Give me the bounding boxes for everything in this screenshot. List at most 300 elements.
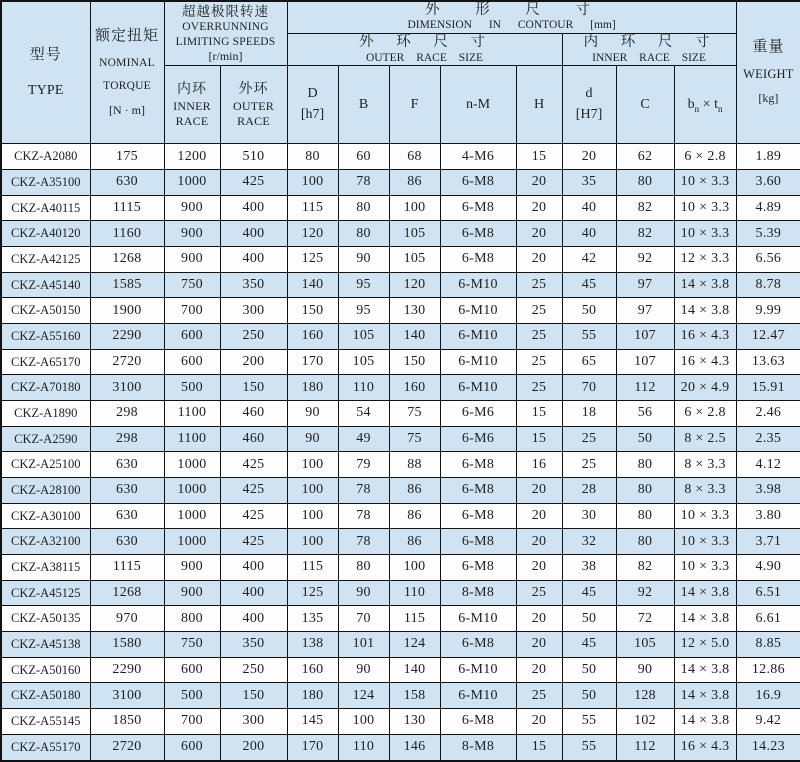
cell-nominal-torque: 630 (90, 529, 164, 555)
cell-weight: 3.98 (736, 478, 800, 504)
cell-dim-F: 124 (389, 632, 440, 658)
header-speeds-en2: LIMITING SPEEDS (175, 35, 276, 48)
cell-dim-H: 20 (516, 709, 562, 735)
cell-dim-bn-tn: 10 × 3.3 (674, 170, 736, 196)
cell-weight: 1.89 (736, 144, 800, 170)
cell-speed-inner-race: 900 (164, 195, 220, 221)
cell-dim-H: 20 (516, 529, 562, 555)
cell-speed-inner-race: 500 (164, 683, 220, 709)
cell-dim-C: 128 (616, 683, 674, 709)
cell-speed-inner-race: 600 (164, 657, 220, 683)
cell-dim-D: 120 (287, 221, 338, 247)
cell-dim-n-M: 6-M8 (440, 503, 516, 529)
cell-dim-d: 25 (562, 452, 616, 478)
cell-weight: 9.42 (736, 709, 800, 735)
header-col-H: H (516, 66, 562, 144)
table-row (1, 349, 800, 375)
cell-dim-F: 158 (389, 683, 440, 709)
cell-dim-C: 102 (616, 709, 674, 735)
cell-dim-D: 180 (287, 683, 338, 709)
table-row (1, 401, 800, 427)
header-col-D-unit: [h7] (300, 107, 325, 123)
cell-dim-F: 100 (389, 195, 440, 221)
cell-speed-outer-race: 200 (220, 349, 287, 375)
cell-dim-B: 110 (338, 375, 389, 401)
cell-nominal-torque: 1160 (90, 221, 164, 247)
cell-dim-B: 79 (338, 452, 389, 478)
cell-dim-n-M: 6-M8 (440, 529, 516, 555)
cell-nominal-torque: 630 (90, 503, 164, 529)
cell-dim-H: 20 (516, 247, 562, 273)
cell-dim-d: 45 (562, 580, 616, 606)
cell-speed-outer-race: 250 (220, 324, 287, 350)
cell-dim-D: 135 (287, 606, 338, 632)
cell-dim-d: 45 (562, 272, 616, 298)
cell-dim-H: 25 (516, 375, 562, 401)
cell-dim-C: 92 (616, 247, 674, 273)
table-row (1, 375, 800, 401)
table-row (1, 478, 800, 504)
cell-dim-n-M: 6-M10 (440, 349, 516, 375)
header-col-F: F (389, 66, 440, 144)
cell-dim-F: 75 (389, 401, 440, 427)
cell-speed-inner-race: 800 (164, 606, 220, 632)
cell-speed-outer-race: 510 (220, 144, 287, 170)
cell-dim-B: 78 (338, 529, 389, 555)
cell-dim-bn-tn: 14 × 3.8 (674, 580, 736, 606)
cell-dim-F: 86 (389, 503, 440, 529)
table-body (1, 144, 800, 761)
cell-weight: 16.9 (736, 683, 800, 709)
cell-dim-H: 15 (516, 144, 562, 170)
cell-type: CKZ-A70180 (1, 375, 90, 401)
cell-dim-F: 105 (389, 247, 440, 273)
cell-speed-outer-race: 350 (220, 632, 287, 658)
cell-dim-bn-tn: 16 × 4.3 (674, 324, 736, 350)
cell-dim-bn-tn: 14 × 3.8 (674, 709, 736, 735)
table-row (1, 298, 800, 324)
cell-type: CKZ-A45140 (1, 272, 90, 298)
cell-dim-H: 20 (516, 606, 562, 632)
cell-nominal-torque: 1585 (90, 272, 164, 298)
header-nominal-torque (90, 1, 164, 144)
cell-weight: 2.46 (736, 401, 800, 427)
cell-dim-d: 50 (562, 657, 616, 683)
cell-speed-outer-race: 400 (220, 247, 287, 273)
header-dimension-unit: [mm] (590, 19, 616, 32)
cell-dim-F: 86 (389, 170, 440, 196)
header-speed-outer-race (220, 66, 287, 144)
cell-dim-d: 50 (562, 606, 616, 632)
cell-weight: 4.90 (736, 555, 800, 581)
cell-speed-outer-race: 425 (220, 170, 287, 196)
cell-type: CKZ-A65170 (1, 349, 90, 375)
cell-dim-D: 160 (287, 657, 338, 683)
cell-dim-H: 25 (516, 683, 562, 709)
header-outer-size-en: OUTER RACE SIZE (366, 51, 484, 64)
cell-speed-outer-race: 400 (220, 580, 287, 606)
cell-speed-outer-race: 400 (220, 221, 287, 247)
cell-dim-d: 65 (562, 349, 616, 375)
cell-nominal-torque: 1115 (90, 195, 164, 221)
cell-dim-F: 140 (389, 657, 440, 683)
header-speeds-en1: OVERRUNNING (182, 21, 269, 34)
cell-dim-H: 20 (516, 555, 562, 581)
cell-speed-inner-race: 1000 (164, 452, 220, 478)
cell-type: CKZ-A38115 (1, 555, 90, 581)
cell-speed-inner-race: 500 (164, 375, 220, 401)
cell-dim-F: 150 (389, 349, 440, 375)
header-col-D: D [h7] (287, 66, 338, 144)
header-dimension-en: DIMENSION IN CONTOUR [mm] (407, 19, 616, 32)
cell-type: CKZ-A1890 (1, 401, 90, 427)
cell-type: CKZ-A2080 (1, 144, 90, 170)
cell-dim-bn-tn: 16 × 4.3 (674, 349, 736, 375)
cell-nominal-torque: 1115 (90, 555, 164, 581)
cell-speed-outer-race: 150 (220, 683, 287, 709)
cell-speed-outer-race: 425 (220, 478, 287, 504)
cell-dim-d: 40 (562, 195, 616, 221)
cell-nominal-torque: 1900 (90, 298, 164, 324)
cell-dim-H: 25 (516, 324, 562, 350)
header-dimension (287, 1, 736, 34)
header-speeds-unit: [r/min] (208, 49, 243, 64)
cell-dim-H: 25 (516, 272, 562, 298)
cell-dim-C: 80 (616, 529, 674, 555)
cell-nominal-torque: 630 (90, 170, 164, 196)
cell-dim-D: 90 (287, 401, 338, 427)
cell-weight: 2.35 (736, 426, 800, 452)
header-speed-inner-cn: 内环 (177, 81, 207, 97)
cell-dim-H: 20 (516, 170, 562, 196)
cell-speed-outer-race: 425 (220, 503, 287, 529)
cell-dim-bn-tn: 10 × 3.3 (674, 503, 736, 529)
cell-dim-F: 140 (389, 324, 440, 350)
cell-dim-n-M: 6-M8 (440, 247, 516, 273)
cell-dim-C: 107 (616, 324, 674, 350)
header-speed-inner-race (164, 66, 220, 144)
cell-type: CKZ-A55160 (1, 324, 90, 350)
cell-dim-C: 105 (616, 632, 674, 658)
cell-speed-outer-race: 460 (220, 401, 287, 427)
table-row (1, 426, 800, 452)
cell-dim-D: 100 (287, 452, 338, 478)
cell-dim-bn-tn: 10 × 3.3 (674, 221, 736, 247)
cell-speed-outer-race: 400 (220, 555, 287, 581)
table-row (1, 170, 800, 196)
cell-dim-H: 20 (516, 221, 562, 247)
cell-dim-bn-tn: 14 × 3.8 (674, 606, 736, 632)
cell-dim-bn-tn: 8 × 3.3 (674, 478, 736, 504)
cell-dim-B: 95 (338, 272, 389, 298)
cell-dim-bn-tn: 14 × 3.8 (674, 657, 736, 683)
cell-speed-outer-race: 300 (220, 709, 287, 735)
cell-dim-n-M: 6-M10 (440, 606, 516, 632)
cell-type: CKZ-A45125 (1, 580, 90, 606)
cell-nominal-torque: 298 (90, 401, 164, 427)
cell-weight: 13.63 (736, 349, 800, 375)
cell-dim-bn-tn: 14 × 3.8 (674, 683, 736, 709)
cell-dim-C: 82 (616, 221, 674, 247)
header-weight-unit: [kg] (758, 91, 779, 106)
header-torque-en1: NOMINAL (99, 56, 155, 69)
cell-dim-B: 80 (338, 555, 389, 581)
cell-nominal-torque: 970 (90, 606, 164, 632)
header-speed-outer-en1: OUTER (233, 98, 274, 113)
header-weight-cn: 重量 (752, 39, 785, 56)
cell-dim-bn-tn: 10 × 3.3 (674, 195, 736, 221)
table-row (1, 247, 800, 273)
cell-dim-d: 18 (562, 401, 616, 427)
header-speeds-cn: 超越极限转速 (182, 3, 269, 19)
header-type (1, 1, 90, 144)
header-type-en: TYPE (27, 82, 64, 98)
cell-weight: 15.91 (736, 375, 800, 401)
cell-dim-bn-tn: 16 × 4.3 (674, 734, 736, 761)
cell-dim-C: 97 (616, 272, 674, 298)
table-row (1, 324, 800, 350)
cell-speed-inner-race: 600 (164, 349, 220, 375)
cell-dim-bn-tn: 10 × 3.3 (674, 555, 736, 581)
cell-speed-outer-race: 250 (220, 657, 287, 683)
header-col-C: C (616, 66, 674, 144)
cell-dim-bn-tn: 12 × 5.0 (674, 632, 736, 658)
cell-dim-D: 100 (287, 170, 338, 196)
cell-weight: 4.12 (736, 452, 800, 478)
header-speed-outer-en2: RACE (237, 113, 270, 128)
cell-dim-C: 80 (616, 170, 674, 196)
cell-nominal-torque: 298 (90, 426, 164, 452)
cell-dim-bn-tn: 6 × 2.8 (674, 401, 736, 427)
cell-speed-inner-race: 750 (164, 272, 220, 298)
cell-dim-B: 78 (338, 478, 389, 504)
cell-speed-outer-race: 150 (220, 375, 287, 401)
cell-dim-D: 115 (287, 195, 338, 221)
cell-type: CKZ-A42125 (1, 247, 90, 273)
cell-dim-d: 70 (562, 375, 616, 401)
table-row (1, 503, 800, 529)
header-weight (736, 1, 800, 144)
cell-dim-C: 62 (616, 144, 674, 170)
cell-dim-D: 90 (287, 426, 338, 452)
cell-type: CKZ-A50150 (1, 298, 90, 324)
table-row (1, 452, 800, 478)
cell-dim-F: 68 (389, 144, 440, 170)
cell-dim-B: 105 (338, 324, 389, 350)
cell-dim-bn-tn: 20 × 4.9 (674, 375, 736, 401)
cell-speed-inner-race: 700 (164, 298, 220, 324)
cell-weight: 12.86 (736, 657, 800, 683)
cell-dim-d: 32 (562, 529, 616, 555)
cell-speed-outer-race: 300 (220, 298, 287, 324)
cell-dim-H: 20 (516, 195, 562, 221)
cell-speed-inner-race: 900 (164, 221, 220, 247)
cell-dim-n-M: 6-M6 (440, 401, 516, 427)
cell-dim-D: 170 (287, 734, 338, 761)
table-row (1, 144, 800, 170)
cell-weight: 14.23 (736, 734, 800, 761)
table-row (1, 709, 800, 735)
cell-dim-B: 105 (338, 349, 389, 375)
cell-weight: 4.89 (736, 195, 800, 221)
header-type-cn: 型号 (29, 47, 62, 64)
cell-nominal-torque: 3100 (90, 375, 164, 401)
header-weight-en: WEIGHT (743, 66, 794, 81)
cell-dim-d: 50 (562, 298, 616, 324)
cell-dim-D: 150 (287, 298, 338, 324)
cell-dim-C: 80 (616, 478, 674, 504)
cell-dim-C: 92 (616, 580, 674, 606)
cell-type: CKZ-A50135 (1, 606, 90, 632)
cell-speed-outer-race: 350 (220, 272, 287, 298)
cell-speed-inner-race: 1000 (164, 478, 220, 504)
cell-dim-B: 49 (338, 426, 389, 452)
cell-dim-bn-tn: 14 × 3.8 (674, 298, 736, 324)
table-row (1, 580, 800, 606)
table-row (1, 195, 800, 221)
cell-dim-H: 15 (516, 401, 562, 427)
cell-dim-D: 100 (287, 503, 338, 529)
table-row (1, 555, 800, 581)
cell-dim-n-M: 6-M10 (440, 657, 516, 683)
cell-dim-bn-tn: 10 × 3.3 (674, 529, 736, 555)
header-speed-inner-en1: INNER (173, 98, 211, 113)
cell-dim-D: 140 (287, 272, 338, 298)
cell-dim-F: 120 (389, 272, 440, 298)
header-torque-cn: 额定扭矩 (94, 28, 159, 45)
cell-dim-D: 138 (287, 632, 338, 658)
cell-weight: 3.80 (736, 503, 800, 529)
cell-dim-C: 107 (616, 349, 674, 375)
cell-weight: 3.71 (736, 529, 800, 555)
cell-dim-n-M: 6-M8 (440, 632, 516, 658)
cell-nominal-torque: 3100 (90, 683, 164, 709)
table-row (1, 529, 800, 555)
cell-type: CKZ-A55170 (1, 734, 90, 761)
cell-dim-B: 80 (338, 195, 389, 221)
cell-dim-C: 82 (616, 555, 674, 581)
cell-dim-B: 124 (338, 683, 389, 709)
header-overrunning-speeds (164, 1, 287, 66)
cell-speed-inner-race: 1100 (164, 426, 220, 452)
cell-weight: 8.85 (736, 632, 800, 658)
cell-dim-F: 146 (389, 734, 440, 761)
cell-dim-B: 90 (338, 580, 389, 606)
cell-type: CKZ-A2590 (1, 426, 90, 452)
cell-speed-inner-race: 900 (164, 247, 220, 273)
cell-dim-B: 100 (338, 709, 389, 735)
cell-speed-inner-race: 750 (164, 632, 220, 658)
cell-dim-H: 16 (516, 452, 562, 478)
cell-dim-d: 28 (562, 478, 616, 504)
cell-dim-n-M: 6-M8 (440, 709, 516, 735)
header-speed-inner-en2: RACE (175, 113, 209, 128)
cell-dim-F: 130 (389, 298, 440, 324)
cell-weight: 6.61 (736, 606, 800, 632)
cell-speed-inner-race: 700 (164, 709, 220, 735)
cell-speed-outer-race: 200 (220, 734, 287, 761)
cell-dim-B: 78 (338, 503, 389, 529)
cell-speed-inner-race: 1000 (164, 529, 220, 555)
cell-dim-H: 20 (516, 503, 562, 529)
cell-speed-outer-race: 400 (220, 606, 287, 632)
cell-speed-inner-race: 1100 (164, 401, 220, 427)
cell-dim-bn-tn: 6 × 2.8 (674, 144, 736, 170)
cell-dim-D: 170 (287, 349, 338, 375)
cell-dim-D: 125 (287, 580, 338, 606)
cell-weight: 9.99 (736, 298, 800, 324)
cell-nominal-torque: 2720 (90, 734, 164, 761)
cell-dim-D: 100 (287, 478, 338, 504)
cell-dim-D: 115 (287, 555, 338, 581)
cell-dim-bn-tn: 14 × 3.8 (674, 272, 736, 298)
table-header (1, 1, 800, 144)
cell-dim-d: 42 (562, 247, 616, 273)
header-torque-en2: TORQUE (103, 80, 151, 93)
cell-dim-F: 130 (389, 709, 440, 735)
cell-nominal-torque: 2290 (90, 657, 164, 683)
table-row (1, 272, 800, 298)
cell-type: CKZ-A40120 (1, 221, 90, 247)
cell-dim-bn-tn: 12 × 3.3 (674, 247, 736, 273)
cell-dim-F: 115 (389, 606, 440, 632)
cell-dim-d: 30 (562, 503, 616, 529)
cell-weight: 3.60 (736, 170, 800, 196)
cell-nominal-torque: 2720 (90, 349, 164, 375)
cell-dim-n-M: 6-M10 (440, 298, 516, 324)
cell-weight: 6.51 (736, 580, 800, 606)
header-col-nM: n-M (440, 66, 516, 144)
cell-dim-H: 20 (516, 632, 562, 658)
cell-speed-inner-race: 600 (164, 324, 220, 350)
cell-dim-D: 180 (287, 375, 338, 401)
cell-type: CKZ-A30100 (1, 503, 90, 529)
cell-type: CKZ-A45138 (1, 632, 90, 658)
cell-dim-C: 112 (616, 734, 674, 761)
table-row (1, 606, 800, 632)
cell-dim-B: 110 (338, 734, 389, 761)
cell-dim-D: 160 (287, 324, 338, 350)
table-row (1, 734, 800, 761)
header-col-d-unit: [H7] (575, 107, 603, 123)
cell-dim-B: 70 (338, 606, 389, 632)
cell-dim-C: 90 (616, 657, 674, 683)
cell-type: CKZ-A40115 (1, 195, 90, 221)
cell-weight: 12.47 (736, 324, 800, 350)
cell-dim-d: 55 (562, 324, 616, 350)
cell-dim-d: 50 (562, 683, 616, 709)
table-row (1, 683, 800, 709)
table-row (1, 221, 800, 247)
cell-dim-C: 97 (616, 298, 674, 324)
cell-type: CKZ-A25100 (1, 452, 90, 478)
cell-nominal-torque: 630 (90, 452, 164, 478)
cell-dim-B: 95 (338, 298, 389, 324)
cell-dim-n-M: 6-M8 (440, 221, 516, 247)
cell-dim-B: 80 (338, 221, 389, 247)
cell-nominal-torque: 2290 (90, 324, 164, 350)
cell-dim-n-M: 6-M6 (440, 426, 516, 452)
cell-dim-H: 15 (516, 734, 562, 761)
cell-weight: 5.39 (736, 221, 800, 247)
cell-speed-inner-race: 900 (164, 555, 220, 581)
cell-dim-bn-tn: 8 × 3.3 (674, 452, 736, 478)
cell-dim-C: 112 (616, 375, 674, 401)
cell-dim-d: 20 (562, 144, 616, 170)
cell-dim-d: 35 (562, 170, 616, 196)
cell-speed-outer-race: 425 (220, 529, 287, 555)
cell-dim-F: 105 (389, 221, 440, 247)
